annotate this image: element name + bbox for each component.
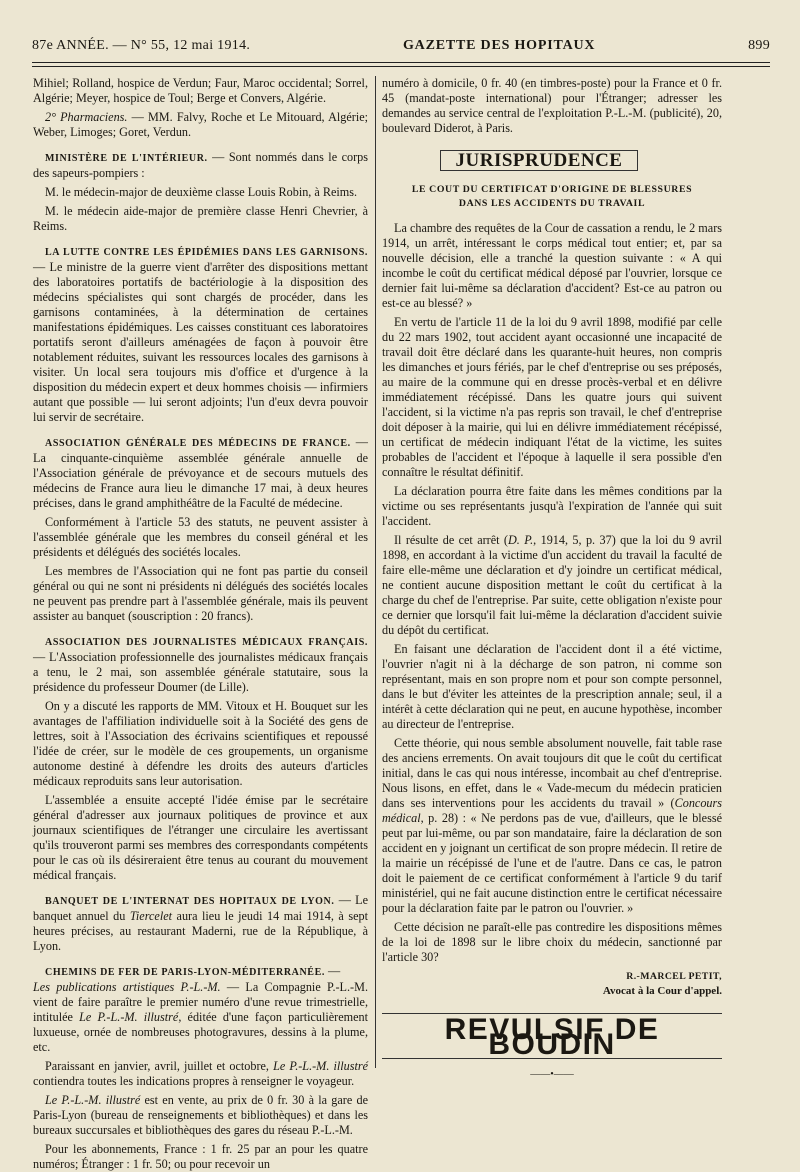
journal-title: GAZETTE DES HOPITAUX	[402, 38, 596, 53]
paragraph-text: contiendra toutes les indications propres à renseigner le voyageur.	[33, 1074, 355, 1088]
paragraph: L'assemblée a ensuite accepté l'idée émise par le secrétaire général d'adresser aux journaux politiques de province et aux journaux scientifiques de l'étranger une circulaire les avertissant qu'ils trouveront parmi ses membres des correspondants compétents pour le cas où ils désireraient être tenus au courant du mouvement médical français.	[33, 793, 368, 882]
item-italic: Le P.-L.-M. illustré	[273, 1059, 368, 1073]
paragraph: En vertu de l'article 11 de la loi du 9 avril 1898, modifié par celle du 22 mars 1902, tout accident ayant occasionné une incapacité de travail doit être déclaré dans les quarante-huit heures, non compris les dimanches et jours fériés, par le chef d'entreprise ou ses préposés, au maire de la commune qui en dresse procès-verbal et en délivre immédiatement récépissé. Dans les quatre jours qui suivent l'accident, si la victime n'a pas repris son travail, le chef d'entreprise doit déposer à la mairie, qui lui en délivre immédiatement récépissé, un certificat de médecin indiquant l'état de la victime, les suites probables de l'accident et l'époque à laquelle il sera possible d'en connaître le résultat définitif.	[382, 315, 722, 479]
advertisement	[382, 1013, 722, 1059]
page-number: 899	[748, 38, 770, 53]
item-text: — La Compagnie P.-L.-M. vient de faire paraître le premier numéro d'une revue trimestrielle, intitulée	[33, 980, 368, 1024]
column-separator	[375, 76, 376, 1068]
paragraph: On y a discuté les rapports de MM. Vitoux et H. Bouquet sur les avantages de l'affiliation individuelle soit à la Société des gens de lettres, soit à l'Association des écrivains scientifiques et repoussé l'idée de créer, sur le modèle de ces groupements, un organisme autonome destiné à défendre les droits des auteurs d'articles médicaux reproduits sans leur autorisation.	[33, 699, 368, 788]
paragraph	[33, 110, 368, 140]
item-italic: Tiercelet	[129, 909, 173, 923]
paragraph: En faisant une déclaration de l'accident dont il a été victime, l'ouvrier n'agit ni à la décharge de son patron, ni comme son représentant, mais en son propre nom et pour son compte personnel, dans le but d'éviter les atteintes de la prescription annale; seul, il a intérêt à cette déclaration qui ne peut, en aucune hypothèse, incomber au directeur de l'entreprise.	[382, 642, 722, 731]
page-header	[32, 38, 770, 60]
author-name: R.-MARCEL PETIT,	[626, 971, 722, 982]
header-rule-top	[32, 62, 770, 63]
item-title: LA LUTTE CONTRE LES ÉPIDÉMIES DANS LES GARNISONS.	[45, 247, 368, 258]
right-column	[382, 76, 722, 1106]
item-title: ASSOCIATION GÉNÉRALE DES MÉDECINS DE FRANCE.	[45, 438, 351, 449]
paragraph-text: Cette théorie, qui nous semble absolument nouvelle, fait table rase des anciens errements. On avait toujours dit que le coût du certificat initial, dans le cas qui nous intéresse, incombait au chef d'entreprise. Nous lisons, en effet, dans le « Vade-mecum du médecin praticien dans ses interventions pour les accidents du travail » (	[382, 736, 722, 810]
item-title: MINISTÈRE DE L'INTÉRIEUR.	[45, 153, 208, 164]
item-title: ASSOCIATION DES JOURNALISTES MÉDICAUX FRANÇAIS.	[45, 637, 368, 648]
item-text: — La cinquante-cinquième assemblée générale annuelle de l'Association générale de prévoyance et de secours mutuels des médecins de France aura lieu le dimanche 17 mai, à deux heures précises, dans le grand amphithéâtre de la Faculté de médecine.	[33, 435, 368, 510]
item-italic: Concours médical	[382, 796, 722, 825]
article-title	[382, 183, 722, 211]
paragraph: Pour les abonnements, France : 1 fr. 25 par an pour les quatre numéros; Étranger : 1 fr. 50; ou pour recevoir un	[33, 1142, 368, 1171]
paragraph: La déclaration pourra être faite dans les mêmes conditions par la victime ou ses représentants jusqu'à l'expiration de l'année qui suit l'accident.	[382, 484, 722, 528]
ornament: ——•——	[530, 1069, 574, 1080]
item-italic: Le P.-L.-M. illustré	[45, 1093, 141, 1107]
paragraph: M. le médecin-major de deuxième classe Louis Robin, à Reims.	[45, 185, 358, 199]
item-text: — Le ministre de la guerre vient d'arrêter des dispositions mettant des laboratoires portatifs de bactériologie à la disposition des médecins spécialistes qui sont chargés de procéder, dans les garnisons contaminées, à la détermination de certaines manifestations épidémiques. Les caisses constituant ces laboratoires portatifs seront d'ailleurs aménagées de façon à pouvoir être notablement réduites, suivant les ressources locales des garnisons à visiter. Un local sera toujours mis d'office et d'urgence à la disposition du médecin expert et deux hommes choisis — infirmiers autant que possible — lui seront adjoints; l'un d'eux devra pouvoir lui servir de secrétaire.	[33, 260, 368, 424]
paragraph-text: est en vente, au prix de 0 fr. 30 à la gare de Paris-Lyon (bureau de renseignements et bibliothèques) et dans les bureaux succursales et bibliothèques des gares du réseau P.-L.-M.	[33, 1093, 369, 1137]
item-text: — L'Association professionnelle des journalistes médicaux français a tenu, le 2 mai, son assemblée générale statutaire, sous la présidence du professeur Doumer (de Lille).	[33, 650, 368, 694]
item-text: — Le banquet annuel du	[33, 893, 368, 923]
section-heading: JURISPRUDENCE	[440, 150, 638, 171]
paragraph-text: Paraissant en janvier, avril, juillet et octobre,	[45, 1059, 274, 1073]
item-text: , éditée d'une façon particulièrement luxueuse, ornée de nombreuses photogravures, dessins à la plume, etc.	[33, 1010, 369, 1054]
paragraph: Les membres de l'Association qui ne font pas partie du conseil général ou qui ne sont ni présidents ni délégués des sociétés locales ne peuvent pas prendre part à l'assemblée générale, mais ils peuvent assister au banquet (souscription : 20 francs).	[33, 564, 368, 623]
news-item-plm	[33, 964, 368, 1055]
author-title: Avocat à la Cour d'appel.	[602, 985, 722, 997]
paragraph: numéro à domicile, 0 fr. 40 (en timbres-poste) pour la France et 0 fr. 45 (mandat-poste international) pour l'Étranger; adresser les demandes au service central de l'exploitation P.-L.-M. (publicité), 20, boulevard Diderot, à Paris.	[382, 76, 722, 135]
paragraph-text: , p. 28) : « Ne perdons pas de vue, d'ailleurs, que le blessé peut par lui-même, ou par son mandataire, faire la déclaration de son accident en y joignant un certificat de son propre médecin. Il retire de la mairie un récépissé de l'une et de l'autre. Dans ce cas, le patron doit le paiement de ce certificat conformément à l'article 9 du tarif ministériel, qui ne fait aucune distinction entre le certificat nécessaire pour la déclaration faite par le patron ou l'ouvrier. »	[382, 811, 722, 915]
news-item-banquet	[33, 893, 368, 954]
header-rule-bottom	[32, 66, 770, 67]
paragraph-text: Il résulte de cet arrêt (	[394, 533, 508, 547]
paragraph	[33, 1093, 368, 1138]
item-dash: —	[324, 964, 341, 978]
paragraph: Mihiel; Rolland, hospice de Verdun; Faur, Maroc occidental; Sorrel, Algérie; Meyer, hospice de Toul; Berge et Convers, Algérie.	[33, 76, 368, 105]
news-item-journalistes	[33, 634, 368, 695]
paragraph: M. le médecin aide-major de première classe Henri Chevrier, à Reims.	[33, 204, 368, 233]
item-title: BANQUET DE L'INTERNAT DES HOPITAUX DE LYON.	[45, 896, 335, 907]
item-title: CHEMINS DE FER DE PARIS-LYON-MÉDITERRANÉE.	[45, 967, 325, 978]
paragraph: La chambre des requêtes de la Cour de cassation a rendu, le 2 mars 1914, un arrêt, intéressant le corps médical tout entier; et, par sa nouvelle décision, elle a tranché la question suivante : « A qui incombe le coût du certificat médical déposé par l'ouvrier, lorsque ce dernier fait lui-même sa déclaration d'accident? Est-ce au patron ou est-ce au blessé? »	[382, 221, 722, 310]
advertisement-text: REVULSIF DE BOUDIN	[444, 1013, 660, 1061]
item-text: — Sont nommés dans le corps des sapeurs-pompiers :	[33, 150, 368, 180]
item-italic: Les publications artistiques P.-L.-M.	[33, 980, 221, 994]
left-column	[33, 76, 369, 1171]
pharmaciens-label: 2° Pharmaciens.	[45, 110, 128, 124]
news-item-association-medecins	[33, 435, 368, 511]
item-italic: Le P.-L.-M. illustré	[79, 1010, 179, 1024]
item-italic: D. P.	[508, 533, 534, 547]
news-item-interieur	[33, 150, 368, 181]
article-title-line: LE COUT DU CERTIFICAT D'ORIGINE DE BLESSURES	[411, 184, 693, 195]
paragraph	[382, 736, 722, 916]
paragraph	[382, 533, 722, 638]
paragraph: Conformément à l'article 53 des statuts, ne peuvent assister à l'assemblée générale que les membres du conseil général et les présidents et délégués des sociétés locales.	[33, 515, 368, 559]
news-item-epidemies	[33, 244, 368, 425]
paragraph-text: , 1914, 5, p. 37) que la loi du 9 avril 1898, en accordant à la victime d'un accident du travail la faculté de faire elle-même une déclaration et d'y joindre un certificat médical, ne contient aucune disposition mettant le coût du certificat à la charge du chef de l'entreprise. Par suite, cette obligation n'existe pour ce dernier que lorsqu'il fait lui-même la déclaration d'accident suivie du dépôt du certificat.	[382, 533, 722, 637]
paragraph: Cette décision ne paraît-elle pas contredire les dispositions mêmes de la loi de 1898 sur le libre choix du médecin, sanctionné par l'article 30?	[382, 920, 722, 964]
paragraph-text: — MM. Falvy, Roche et Le Mitouard, Algérie; Weber, Limoges; Goret, Verdun.	[33, 110, 369, 139]
issue-info: 87e ANNÉE. — N° 55, 12 mai 1914.	[32, 38, 251, 53]
item-text: aura lieu le jeudi 14 mai 1914, à sept heures précises, au restaurant Maderni, rue de la République, à Lyon.	[33, 909, 368, 953]
article-title-line: DANS LES ACCIDENTS DU TRAVAIL	[458, 198, 646, 209]
paragraph	[33, 1059, 368, 1089]
